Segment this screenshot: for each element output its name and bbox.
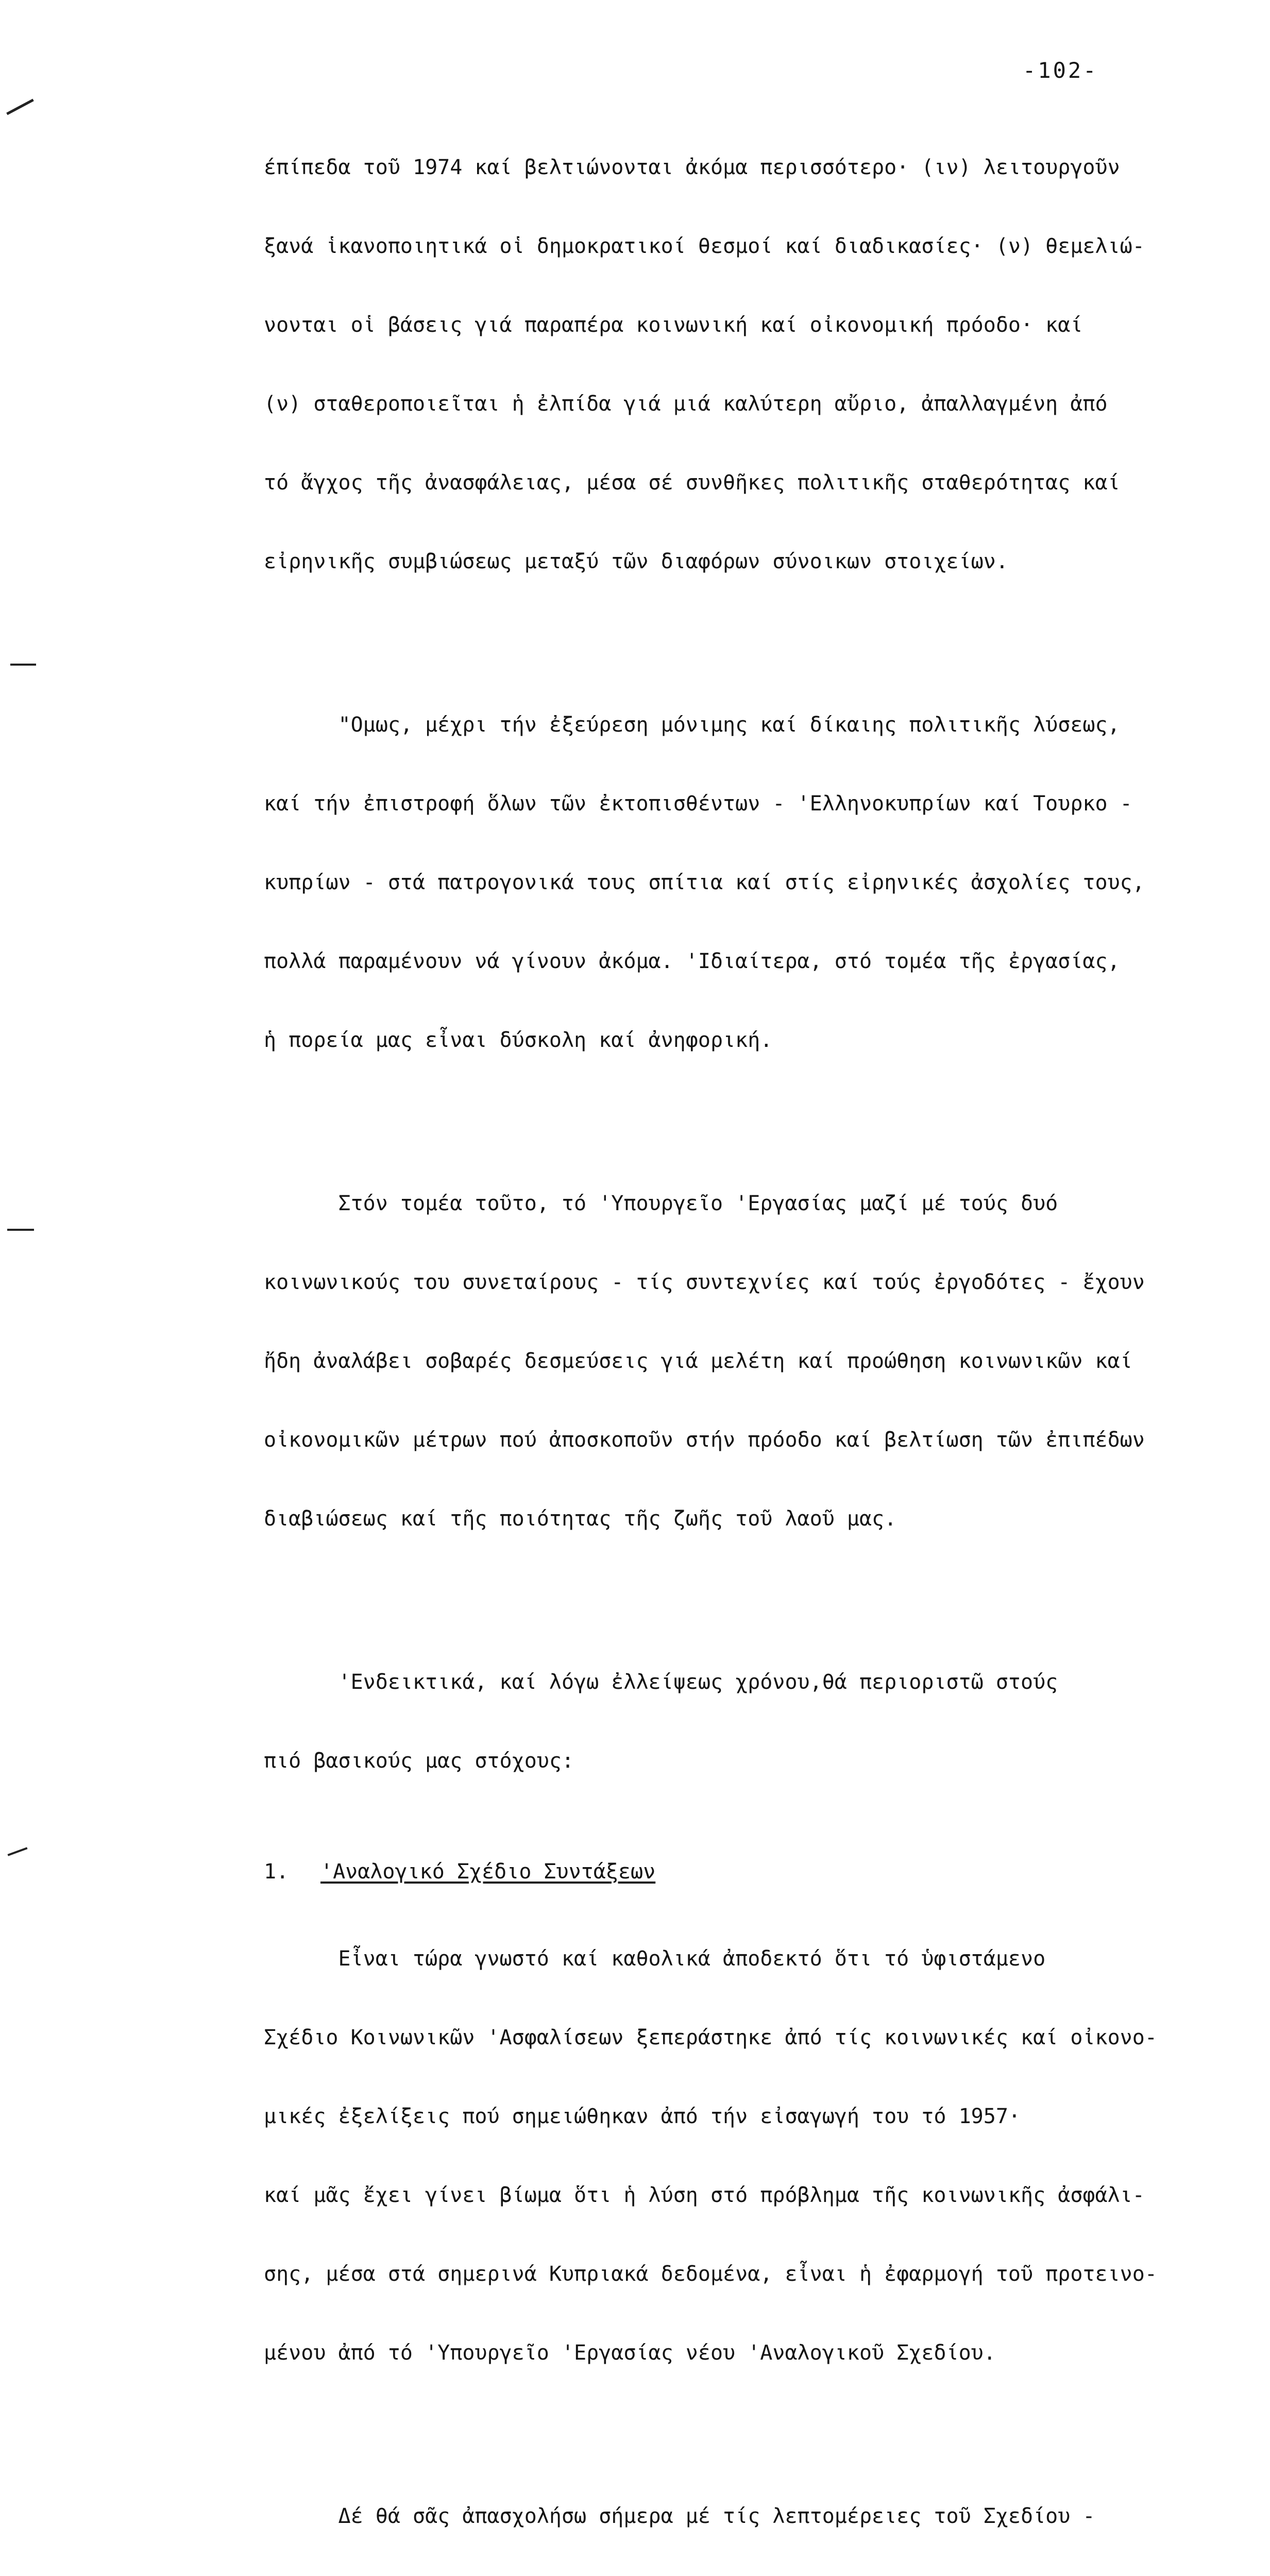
paragraph-4 bbox=[264, 1617, 1196, 1827]
text-line: εἰρηνικῆς συμβιώσεως μεταξύ τῶν διαφόρων σύνοικων στοιχείων. bbox=[264, 550, 1008, 573]
text-line: καί τήν ἐπιστροφή ὅλων τῶν ἐκτοπισθέντων - 'Ελληνοκυπρίων καί Τουρκο - bbox=[264, 792, 1132, 816]
text-line: μικές ἐξελίξεις πού σημειώθηκαν ἀπό τήν εἰσαγωγή του τό 1957· bbox=[264, 2105, 1021, 2128]
paragraph-2 bbox=[264, 659, 1196, 1106]
text-line: κοινωνικούς του συνεταίρους - τίς συντεχνίες καί τούς ἐργοδότες - ἔχουν bbox=[264, 1270, 1145, 1294]
text-line: οἰκονομικῶν μέτρων πού ἀποσκοποῦν στήν πρόοδο καί βελτίωση τῶν ἐπιπέδων bbox=[264, 1428, 1145, 1452]
text-line: έπίπεδα τοῦ 1974 καί βελτιώνονται ἀκόμα περισσότερο· (ιν) λειτουργοῦν bbox=[264, 156, 1120, 179]
scan-mark bbox=[6, 99, 34, 115]
text-line: πιό βασικούς μας στόχους: bbox=[264, 1749, 574, 1773]
text-line: νονται οἱ βάσεις γιά παραπέρα κοινωνική καί οἰκονομική πρόοδο· καί bbox=[264, 313, 1083, 337]
section-1-paragraph-1 bbox=[264, 1893, 1196, 2419]
text-line: 'Ενδεικτικά, καί λόγω ἐλλείψεως χρόνου,θά περιοριστῶ στούς bbox=[264, 1670, 1058, 1694]
section-1-heading bbox=[264, 1859, 1196, 1885]
scan-mark bbox=[10, 664, 36, 666]
text-line: Εἶναι τώρα γνωστό καί καθολικά ἀποδεκτό ὅτι τό ὑφιστάμενο bbox=[264, 1947, 1046, 1971]
text-line: διαβιώσεως καί τῆς ποιότητας τῆς ζωῆς τοῦ λαοῦ μας. bbox=[264, 1507, 897, 1531]
text-line: κυπρίων - στά πατρογονικά τους σπίτια καί στίς εἰρηνικές ἀσχολίες τους, bbox=[264, 871, 1145, 894]
document-body bbox=[264, 102, 1196, 2576]
text-line: σης, μέσα στά σημερινά Κυπριακά δεδομένα, εἶναι ἡ ἐφαρμογή τοῦ προτεινο- bbox=[264, 2262, 1157, 2286]
text-line: μένου ἀπό τό 'Υπουργεῖο 'Εργασίας νέου 'Αναλογικοῦ Σχεδίου. bbox=[264, 2341, 996, 2365]
text-line: καί μᾶς ἔχει γίνει βίωμα ὅτι ἡ λύση στό πρόβλημα τῆς κοινωνικῆς ἀσφάλι- bbox=[264, 2183, 1145, 2207]
text-line: ἡ πορεία μας εἶναι δύσκολη καί ἀνηφορική. bbox=[264, 1028, 773, 1052]
section-1-paragraph-2 bbox=[264, 2451, 1196, 2576]
text-line: πολλά παραμένουν νά γίνουν ἀκόμα. 'Ιδιαίτερα, στό τομέα τῆς ἐργασίας, bbox=[264, 950, 1120, 973]
text-line: ἤδη ἀναλάβει σοβαρές δεσμεύσεις γιά μελέτη καί προώθηση κοινωνικῶν καί bbox=[264, 1349, 1132, 1373]
section-number: 1. bbox=[264, 1860, 289, 1884]
text-line: "Ομως, μέχρι τήν ἐξεύρεση μόνιμης καί δίκαιης πολιτικῆς λύσεως, bbox=[264, 713, 1120, 737]
paragraph-3 bbox=[264, 1138, 1196, 1585]
scan-mark bbox=[7, 1229, 34, 1231]
text-line: τό ἄγχος τῆς ἀνασφάλειας, μέσα σέ συνθῆκες πολιτικῆς σταθερότητας καί bbox=[264, 471, 1120, 495]
scan-mark bbox=[8, 1847, 28, 1856]
text-line: Στόν τομέα τοῦτο, τό 'Υπουργεῖο 'Εργασίας μαζί μέ τούς δυό bbox=[264, 1192, 1058, 1215]
text-line: Δέ θά σᾶς ἀπασχολήσω σήμερα μέ τίς λεπτομέρειες τοῦ Σχεδίου - bbox=[264, 2504, 1095, 2528]
section-title: 'Αναλογικό Σχέδιο Συντάξεων bbox=[320, 1860, 656, 1884]
paragraph-1 bbox=[264, 102, 1196, 628]
page-number: -102- bbox=[1023, 58, 1098, 83]
text-line: (ν) σταθεροποιεῖται ἡ ἐλπίδα γιά μιά καλύτερη αὔριο, ἀπαλλαγμένη ἀπό bbox=[264, 392, 1108, 416]
text-line: Σχέδιο Κοινωνικῶν 'Ασφαλίσεων ξεπεράστηκε ἀπό τίς κοινωνικές καί οἰκονο- bbox=[264, 2026, 1157, 2049]
text-line: ξανά ἱκανοποιητικά οἱ δημοκρατικοί θεσμοί καί διαδικασίες· (ν) θεμελιώ- bbox=[264, 234, 1145, 258]
